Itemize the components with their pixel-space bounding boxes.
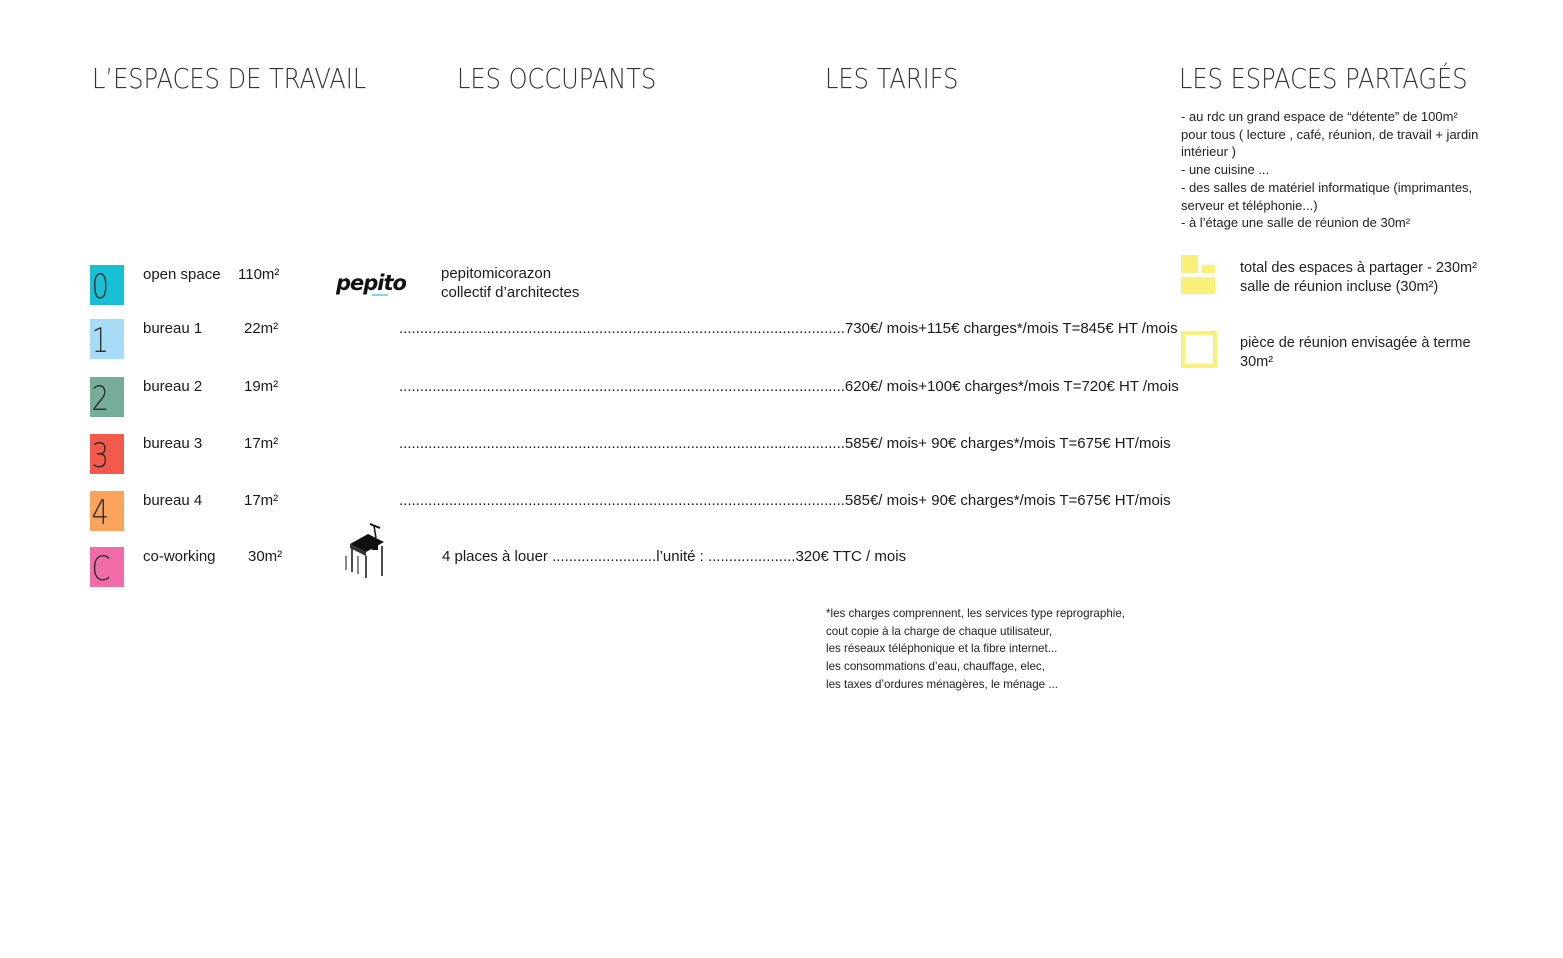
space-row-open-space — [90, 265, 1190, 305]
space-area: 19m² — [244, 378, 279, 395]
space-name: bureau 4 — [143, 492, 203, 509]
space-row-bureau-3 — [90, 434, 1190, 474]
space-number-badge — [90, 434, 124, 474]
legend-meeting-room — [1240, 334, 1530, 372]
space-number: 1 — [91, 321, 109, 359]
legend-shared-total — [1240, 259, 1530, 297]
space-area: 17m² — [244, 492, 279, 509]
coworking-offer: 4 places à louer .........................l’unité : .....................320€ TTC / mois — [442, 548, 907, 565]
svg-text:pepito: pepito — [336, 271, 406, 295]
tariff-line: ...........................................................................................................730€/ mois+115€ charges*/mois T=845€ HT /mois — [399, 320, 1178, 337]
footnote-line: les taxes d’ordures ménagères, le ménage ... — [826, 677, 1058, 691]
space-name: open space — [143, 266, 221, 283]
footnote-line: les consommations d’eau, chauffage, elec, — [826, 660, 1045, 674]
space-number: 3 — [91, 436, 109, 474]
space-number: C — [91, 549, 111, 587]
shared-line: pour tous ( lecture , café, réunion, de travail + jardin intérieur ) — [1181, 126, 1479, 160]
space-area: 30m² — [248, 548, 283, 565]
space-row-bureau-1 — [90, 319, 1190, 359]
space-number: 2 — [91, 379, 109, 417]
space-row-bureau-2 — [90, 377, 1190, 417]
legend-line: salle de réunion incluse (30m²) — [1240, 279, 1439, 295]
footnote-line: *les charges comprennent, les services type reprographie, — [826, 607, 1126, 620]
charges-footnote — [826, 605, 1125, 694]
occupant-name — [441, 264, 579, 302]
tariff-line: ...........................................................................................................585€/ mois+ 90€ charges*/mois T=675€ HT/mois — [399, 492, 1171, 509]
pepito-logo-icon — [336, 270, 406, 298]
shared-line: - au rdc un grand espace de “détente” de 100m² — [1181, 109, 1458, 124]
heading-shared-spaces: LES ESPACES PARTAGÉS — [1179, 62, 1468, 95]
tariff-line: ...........................................................................................................620€/ mois+100€ charges*/mois T=720€ HT /mois — [399, 378, 1179, 395]
space-area: 17m² — [244, 435, 279, 452]
legend-line: total des espaces à partager - 230m² — [1240, 260, 1477, 276]
heading-occupants: LES OCCUPANTS — [457, 62, 657, 95]
footnote-line: cout copie à la charge de chaque utilisateur, — [826, 624, 1053, 638]
space-number-badge — [90, 547, 124, 587]
space-number-badge — [90, 491, 124, 531]
space-number: 4 — [91, 493, 109, 531]
footnote-line: les réseaux téléphonique et la fibre internet... — [826, 642, 1058, 656]
space-area: 110m² — [238, 266, 280, 283]
space-area: 22m² — [244, 320, 279, 337]
shared-spaces-description — [1181, 108, 1516, 232]
legend-line: pièce de réunion envisagée à terme — [1240, 335, 1471, 351]
space-name: bureau 2 — [143, 378, 203, 395]
shared-line: - à l’étage une salle de réunion de 30m² — [1181, 215, 1411, 231]
space-name: co-working — [143, 548, 216, 565]
legend-line: 30m² — [1240, 354, 1274, 370]
occupant-line: pepitomicorazon — [441, 265, 552, 282]
shared-line: - des salles de matériel informatique (imprimantes, serveur et téléphonie...) — [1181, 179, 1473, 213]
space-row-bureau-4 — [90, 491, 1190, 531]
space-row-coworking — [90, 547, 1190, 587]
heading-tariffs: LES TARIFS — [825, 62, 959, 95]
pepito-logo-icon — [336, 270, 406, 304]
space-name: bureau 1 — [143, 320, 203, 337]
space-number-badge — [90, 377, 124, 417]
space-number-badge — [90, 319, 124, 359]
occupant-line: collectif d’architectes — [441, 284, 580, 301]
space-number: 0 — [91, 267, 109, 305]
tariff-line: ...........................................................................................................585€/ mois+ 90€ charges*/mois T=675€ HT/mois — [399, 435, 1171, 452]
heading-workspaces: L’ESPACES DE TRAVAIL — [92, 62, 367, 95]
space-number-badge — [90, 265, 124, 305]
desk-icon — [344, 522, 388, 580]
shared-line: - une cuisine ... — [1181, 162, 1270, 178]
space-name: bureau 3 — [143, 435, 203, 452]
